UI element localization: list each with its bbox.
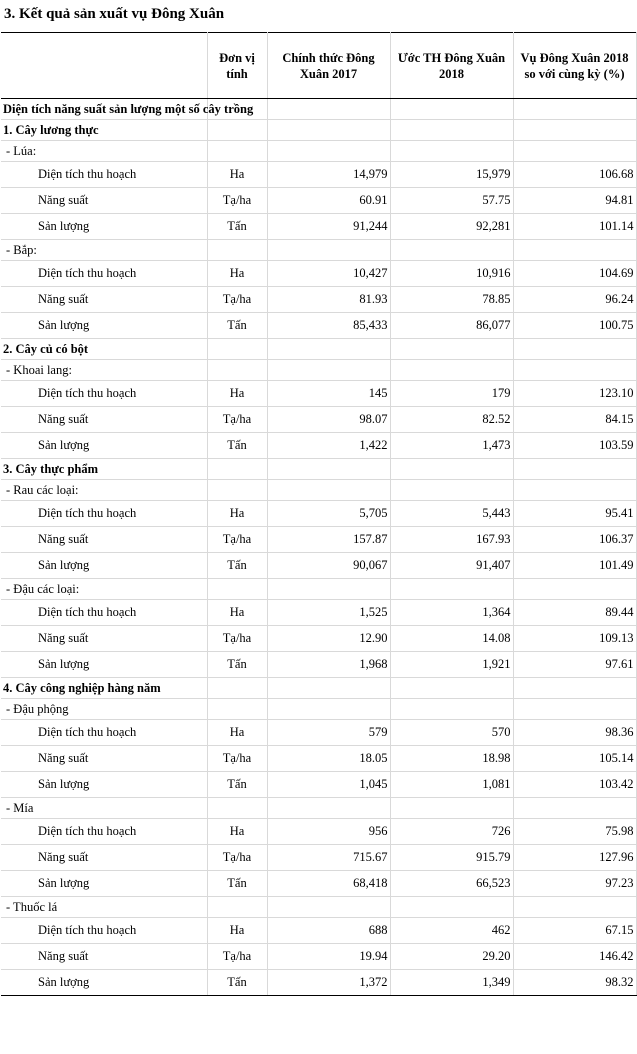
- value-2018-cell: [390, 579, 513, 600]
- row-label: Diện tích thu hoạch: [1, 918, 207, 944]
- value-2017-cell: 12.90: [267, 626, 390, 652]
- value-2018-cell: 1,081: [390, 772, 513, 798]
- ratio-cell: 109.13: [513, 626, 636, 652]
- value-2018-cell: [390, 360, 513, 381]
- table-row: [1, 360, 636, 381]
- value-2018-cell: [390, 120, 513, 141]
- unit-cell: Tạ/ha: [207, 626, 267, 652]
- table-row: [1, 188, 636, 214]
- table-row: [1, 381, 636, 407]
- ratio-cell: 106.68: [513, 162, 636, 188]
- value-2017-cell: 145: [267, 381, 390, 407]
- ratio-cell: 123.10: [513, 381, 636, 407]
- row-label: Diện tích thu hoạch: [1, 600, 207, 626]
- ratio-cell: 127.96: [513, 845, 636, 871]
- value-2018-cell: [390, 897, 513, 918]
- value-2018-cell: 66,523: [390, 871, 513, 897]
- value-2018-cell: 462: [390, 918, 513, 944]
- ratio-cell: [513, 798, 636, 819]
- row-label: 1. Cây lương thực: [1, 120, 207, 141]
- table-body: [1, 99, 636, 996]
- row-label: - Khoai lang:: [1, 360, 207, 381]
- table-row: [1, 678, 636, 699]
- value-2018-cell: [390, 240, 513, 261]
- table-row: [1, 407, 636, 433]
- table-row: [1, 600, 636, 626]
- value-2018-cell: 726: [390, 819, 513, 845]
- row-label: - Đậu phộng: [1, 699, 207, 720]
- ratio-cell: 95.41: [513, 501, 636, 527]
- row-label: - Thuốc lá: [1, 897, 207, 918]
- ratio-cell: [513, 459, 636, 480]
- row-label: - Bắp:: [1, 240, 207, 261]
- table-row: [1, 553, 636, 579]
- ratio-cell: 103.59: [513, 433, 636, 459]
- value-2017-cell: [267, 678, 390, 699]
- ratio-cell: 101.14: [513, 214, 636, 240]
- ratio-cell: 97.23: [513, 871, 636, 897]
- unit-cell: Tấn: [207, 652, 267, 678]
- value-2017-cell: 60.91: [267, 188, 390, 214]
- table-row: [1, 162, 636, 188]
- value-2018-cell: 57.75: [390, 188, 513, 214]
- value-2017-cell: [267, 459, 390, 480]
- row-label: Năng suất: [1, 746, 207, 772]
- value-2018-cell: 1,473: [390, 433, 513, 459]
- unit-cell: [207, 141, 267, 162]
- ratio-cell: 89.44: [513, 600, 636, 626]
- table-row: [1, 918, 636, 944]
- ratio-cell: 98.36: [513, 720, 636, 746]
- table-row: [1, 720, 636, 746]
- unit-cell: Tấn: [207, 772, 267, 798]
- ratio-cell: 67.15: [513, 918, 636, 944]
- value-2017-cell: 18.05: [267, 746, 390, 772]
- table-row: [1, 652, 636, 678]
- ratio-cell: 94.81: [513, 188, 636, 214]
- value-2017-cell: [267, 480, 390, 501]
- header-row: [1, 33, 636, 99]
- unit-cell: Tấn: [207, 871, 267, 897]
- table-row: [1, 287, 636, 313]
- row-label: 2. Cây củ có bột: [1, 339, 207, 360]
- value-2017-cell: 157.87: [267, 527, 390, 553]
- value-2017-cell: 1,045: [267, 772, 390, 798]
- row-label: Năng suất: [1, 626, 207, 652]
- ratio-cell: [513, 120, 636, 141]
- value-2017-cell: [267, 339, 390, 360]
- table-row: [1, 746, 636, 772]
- value-2017-cell: [267, 699, 390, 720]
- unit-cell: [207, 699, 267, 720]
- row-label: Năng suất: [1, 527, 207, 553]
- value-2018-cell: 915.79: [390, 845, 513, 871]
- ratio-cell: [513, 678, 636, 699]
- row-label: Sản lượng: [1, 970, 207, 996]
- row-label: Diện tích thu hoạch: [1, 501, 207, 527]
- header-label: [1, 33, 207, 99]
- value-2017-cell: [267, 99, 390, 120]
- row-label: Sản lượng: [1, 871, 207, 897]
- table-row: [1, 480, 636, 501]
- unit-cell: Ha: [207, 918, 267, 944]
- value-2017-cell: 1,372: [267, 970, 390, 996]
- table-row: [1, 970, 636, 996]
- value-2018-cell: 14.08: [390, 626, 513, 652]
- value-2017-cell: [267, 120, 390, 141]
- table-row: [1, 527, 636, 553]
- header-unit: Đơn vị tính: [207, 33, 267, 99]
- row-label: Sản lượng: [1, 772, 207, 798]
- value-2017-cell: [267, 579, 390, 600]
- row-label: Sản lượng: [1, 553, 207, 579]
- table-row: [1, 897, 636, 918]
- table-row: [1, 141, 636, 162]
- unit-cell: Ha: [207, 261, 267, 287]
- value-2018-cell: 86,077: [390, 313, 513, 339]
- table-row: [1, 261, 636, 287]
- value-2017-cell: [267, 141, 390, 162]
- value-2017-cell: 688: [267, 918, 390, 944]
- row-label: - Lúa:: [1, 141, 207, 162]
- row-label: Diện tích thu hoạch: [1, 720, 207, 746]
- row-label: Diện tích thu hoạch: [1, 819, 207, 845]
- ratio-cell: [513, 339, 636, 360]
- table-row: [1, 501, 636, 527]
- row-label: Diện tích thu hoạch: [1, 162, 207, 188]
- unit-cell: Ha: [207, 381, 267, 407]
- table-row: [1, 214, 636, 240]
- row-label: Năng suất: [1, 944, 207, 970]
- table-row: [1, 313, 636, 339]
- unit-cell: Tạ/ha: [207, 407, 267, 433]
- table-row: [1, 819, 636, 845]
- ratio-cell: 104.69: [513, 261, 636, 287]
- value-2018-cell: 18.98: [390, 746, 513, 772]
- row-label: Sản lượng: [1, 433, 207, 459]
- header-2017: Chính thức Đông Xuân 2017: [267, 33, 390, 99]
- ratio-cell: [513, 699, 636, 720]
- value-2018-cell: 29.20: [390, 944, 513, 970]
- value-2018-cell: 167.93: [390, 527, 513, 553]
- unit-cell: [207, 678, 267, 699]
- row-label: Năng suất: [1, 407, 207, 433]
- row-label: 3. Cây thực phẩm: [1, 459, 207, 480]
- unit-cell: Tạ/ha: [207, 845, 267, 871]
- value-2017-cell: 5,705: [267, 501, 390, 527]
- unit-cell: [207, 897, 267, 918]
- value-2017-cell: 91,244: [267, 214, 390, 240]
- value-2018-cell: 570: [390, 720, 513, 746]
- unit-cell: Ha: [207, 819, 267, 845]
- value-2018-cell: [390, 699, 513, 720]
- table-row: [1, 845, 636, 871]
- unit-cell: Tấn: [207, 214, 267, 240]
- row-label: 4. Cây công nghiệp hàng năm: [1, 678, 207, 699]
- table-row: [1, 99, 636, 120]
- value-2017-cell: 10,427: [267, 261, 390, 287]
- header-2018: Ước TH Đông Xuân 2018: [390, 33, 513, 99]
- value-2018-cell: [390, 459, 513, 480]
- value-2018-cell: 92,281: [390, 214, 513, 240]
- ratio-cell: 101.49: [513, 553, 636, 579]
- unit-cell: Ha: [207, 162, 267, 188]
- unit-cell: Ha: [207, 501, 267, 527]
- production-table: [1, 32, 637, 996]
- value-2018-cell: [390, 141, 513, 162]
- value-2017-cell: 81.93: [267, 287, 390, 313]
- unit-cell: Tấn: [207, 433, 267, 459]
- ratio-cell: [513, 360, 636, 381]
- row-label: Năng suất: [1, 845, 207, 871]
- table-row: [1, 339, 636, 360]
- value-2017-cell: 1,968: [267, 652, 390, 678]
- value-2018-cell: 179: [390, 381, 513, 407]
- unit-cell: Tạ/ha: [207, 188, 267, 214]
- ratio-cell: [513, 480, 636, 501]
- ratio-cell: 146.42: [513, 944, 636, 970]
- value-2018-cell: [390, 339, 513, 360]
- ratio-cell: [513, 141, 636, 162]
- value-2017-cell: 85,433: [267, 313, 390, 339]
- unit-cell: [207, 240, 267, 261]
- row-label: Năng suất: [1, 188, 207, 214]
- value-2017-cell: 68,418: [267, 871, 390, 897]
- page-title: 3. Kết quả sản xuất vụ Đông Xuân: [4, 6, 225, 22]
- value-2018-cell: 82.52: [390, 407, 513, 433]
- unit-cell: [207, 480, 267, 501]
- value-2017-cell: 1,525: [267, 600, 390, 626]
- unit-cell: Tấn: [207, 313, 267, 339]
- unit-cell: [207, 798, 267, 819]
- value-2017-cell: 579: [267, 720, 390, 746]
- table-row: [1, 944, 636, 970]
- row-label: Sản lượng: [1, 214, 207, 240]
- value-2017-cell: 98.07: [267, 407, 390, 433]
- ratio-cell: 100.75: [513, 313, 636, 339]
- value-2018-cell: 10,916: [390, 261, 513, 287]
- unit-cell: Ha: [207, 720, 267, 746]
- header-ratio: Vụ Đông Xuân 2018 so với cùng kỳ (%): [513, 33, 636, 99]
- ratio-cell: 97.61: [513, 652, 636, 678]
- table-row: [1, 699, 636, 720]
- value-2017-cell: 14,979: [267, 162, 390, 188]
- unit-cell: [207, 120, 267, 141]
- value-2018-cell: 15,979: [390, 162, 513, 188]
- value-2017-cell: 715.67: [267, 845, 390, 871]
- row-label: Diện tích thu hoạch: [1, 381, 207, 407]
- unit-cell: [207, 459, 267, 480]
- value-2017-cell: [267, 240, 390, 261]
- table-row: [1, 433, 636, 459]
- unit-cell: Tấn: [207, 970, 267, 996]
- row-label: Diện tích thu hoạch: [1, 261, 207, 287]
- value-2017-cell: 1,422: [267, 433, 390, 459]
- value-2018-cell: 1,921: [390, 652, 513, 678]
- unit-cell: Tấn: [207, 553, 267, 579]
- unit-cell: [207, 339, 267, 360]
- value-2018-cell: 1,364: [390, 600, 513, 626]
- ratio-cell: [513, 99, 636, 120]
- value-2018-cell: [390, 480, 513, 501]
- ratio-cell: [513, 579, 636, 600]
- value-2018-cell: 78.85: [390, 287, 513, 313]
- value-2017-cell: [267, 798, 390, 819]
- table-row: [1, 626, 636, 652]
- ratio-cell: 105.14: [513, 746, 636, 772]
- table-row: [1, 240, 636, 261]
- unit-cell: [207, 360, 267, 381]
- value-2017-cell: [267, 897, 390, 918]
- unit-cell: Tạ/ha: [207, 527, 267, 553]
- row-label: Sản lượng: [1, 313, 207, 339]
- unit-cell: Ha: [207, 600, 267, 626]
- unit-cell: Tạ/ha: [207, 746, 267, 772]
- ratio-cell: 106.37: [513, 527, 636, 553]
- table-row: [1, 120, 636, 141]
- row-label: Diện tích năng suất sản lượng một số cây trồng: [1, 99, 207, 120]
- row-label: Năng suất: [1, 287, 207, 313]
- value-2018-cell: 1,349: [390, 970, 513, 996]
- value-2018-cell: 91,407: [390, 553, 513, 579]
- value-2017-cell: 956: [267, 819, 390, 845]
- ratio-cell: 103.42: [513, 772, 636, 798]
- unit-cell: Tạ/ha: [207, 944, 267, 970]
- table-row: [1, 798, 636, 819]
- ratio-cell: [513, 240, 636, 261]
- value-2017-cell: 90,067: [267, 553, 390, 579]
- table-row: [1, 772, 636, 798]
- value-2017-cell: 19.94: [267, 944, 390, 970]
- row-label: - Rau các loại:: [1, 480, 207, 501]
- unit-cell: Tạ/ha: [207, 287, 267, 313]
- row-label: Sản lượng: [1, 652, 207, 678]
- row-label: - Mía: [1, 798, 207, 819]
- value-2017-cell: [267, 360, 390, 381]
- table-row: [1, 459, 636, 480]
- value-2018-cell: [390, 99, 513, 120]
- row-label: - Đậu các loại:: [1, 579, 207, 600]
- unit-cell: [207, 579, 267, 600]
- table-row: [1, 871, 636, 897]
- value-2018-cell: [390, 678, 513, 699]
- ratio-cell: 96.24: [513, 287, 636, 313]
- ratio-cell: 84.15: [513, 407, 636, 433]
- table-row: [1, 579, 636, 600]
- ratio-cell: 98.32: [513, 970, 636, 996]
- ratio-cell: 75.98: [513, 819, 636, 845]
- value-2018-cell: [390, 798, 513, 819]
- value-2018-cell: 5,443: [390, 501, 513, 527]
- ratio-cell: [513, 897, 636, 918]
